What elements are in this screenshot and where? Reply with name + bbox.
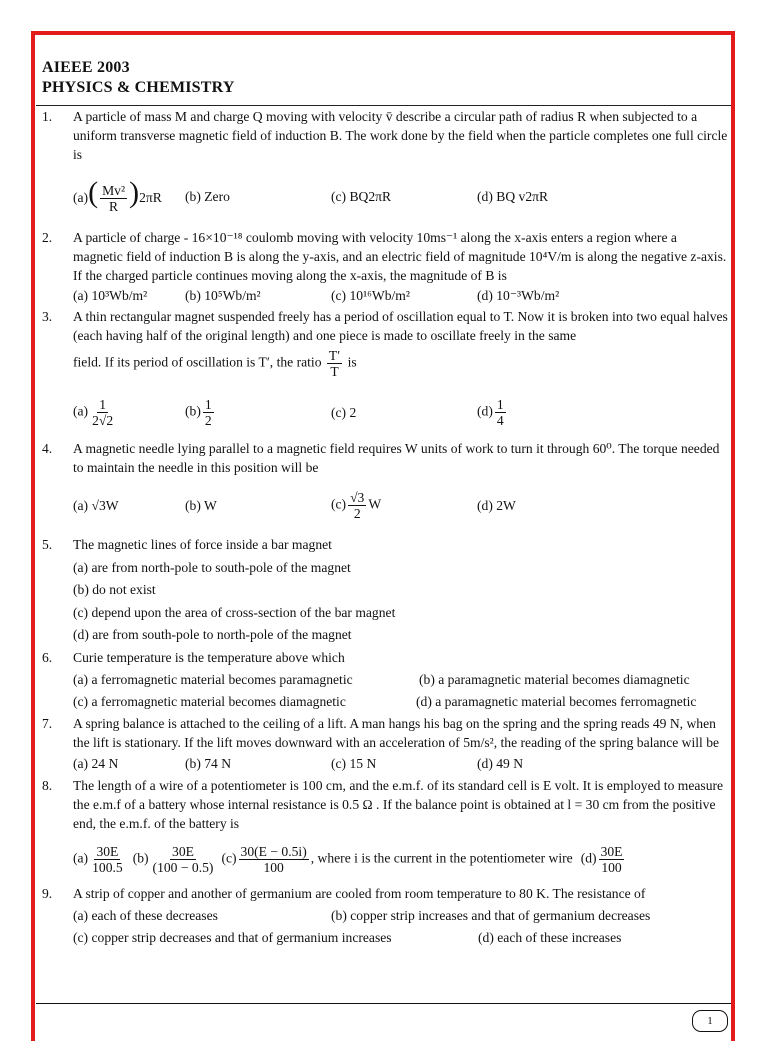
question-3 (42, 307, 730, 431)
option-a: (a)( $\frac{\text{Mv²}}{R}$ )2πR (73, 175, 162, 215)
question-number: 2. (42, 230, 53, 245)
option-c: (c) depend upon the area of cross-section of the bar magnet (73, 604, 396, 620)
question-text: A thin rectangular magnet suspended freely has a period of oscillation equal to T. Now it is broken into two equal halves (each having half of the original length) and one piece is made to oscillate freely in the same (73, 309, 728, 343)
option-c: (c) BQ2πR (331, 188, 392, 204)
question-text: A magnetic needle lying parallel to a magnetic field requires W units of work to turn it through 60⁰. The torque needed to maintain the needle in this position will be (73, 441, 720, 475)
option-c: (c) 15 N (331, 755, 377, 771)
option-c: (c) a ferromagnetic material becomes diamagnetic (73, 693, 346, 709)
option-d: (d) a paramagnetic material becomes ferromagnetic (416, 693, 697, 709)
option-a: (a) are from north-pole to south-pole of the magnet (73, 559, 351, 575)
subject-title: PHYSICS & CHEMISTRY (42, 79, 235, 96)
options (73, 485, 730, 525)
question-1 (42, 107, 730, 218)
question-number: 9. (42, 885, 53, 901)
option-b: (b) 74 N (185, 755, 232, 771)
option-d: (d) 10⁻³Wb/m² (477, 288, 560, 303)
question-number: 3. (42, 309, 53, 324)
option-a: (a) each of these decreases (73, 907, 218, 923)
options-row-2 (73, 691, 730, 713)
options-row-2 (73, 927, 730, 949)
options (73, 754, 730, 773)
option-b: (b) W (185, 497, 217, 513)
option-a: (a) √3W (73, 497, 119, 513)
option-b: (b) $\frac{30E}{(100 - 0.5)}$ (132, 844, 214, 875)
option-d: (d) $\frac{30E}{100}$ (580, 844, 623, 875)
question-8 (42, 776, 730, 879)
options (73, 841, 730, 879)
options (73, 393, 730, 431)
option-b: (b) a paramagnetic material becomes diamagnetic (419, 671, 690, 687)
option-c: (c) $\frac{30(E - 0.5i)}{100}$ , where i is the current in the potentiometer wire (221, 844, 573, 875)
question-6 (42, 647, 730, 713)
question-text: A spring balance is attached to the ceiling of a lift. A man hangs his bag on the spring and the spring reads 49 N, when the lift is stationary. If the lift moves downward with an acceleration of 5m/s², the reading of the spring balance will be (73, 715, 720, 750)
question-number: 5. (42, 537, 53, 552)
question-sheet (42, 58, 730, 949)
question-text-cont: field. If its period of oscillation is T′, the ratio $\frac{T'}{T}$ is (73, 348, 357, 379)
option-b: (b) Zero (185, 188, 230, 204)
options-row-1 (73, 905, 730, 927)
option-d: (d) 2W (477, 497, 516, 513)
option-d: (d) 49 N (477, 755, 524, 771)
option-d: (d) each of these increases (478, 929, 622, 945)
question-2 (42, 228, 730, 305)
options (73, 286, 730, 305)
option-b: (b) do not exist (73, 582, 156, 597)
option-d: (d) are from south-pole to north-pole of the magnet (73, 627, 352, 642)
page-number: 1 (692, 1010, 728, 1032)
option-b: (b) copper strip increases and that of germanium decreases (331, 907, 651, 923)
option-c: (c) 2 (331, 404, 357, 420)
exam-title: AIEEE 2003 (42, 59, 130, 76)
question-5 (42, 534, 730, 647)
question-9 (42, 883, 730, 949)
question-number: 8. (42, 777, 53, 793)
question-text: A particle of mass M and charge Q moving with velocity v̄ describe a circular path of radius R when subjected to a uniform transverse magnetic field of induction B. The work done by the field when the particle completes one full circle is (73, 109, 728, 162)
option-a: (a) 10³Wb/m² (73, 288, 148, 303)
option-c: (c) $\frac{√3}{2}$ W (331, 489, 382, 521)
question-number: 6. (42, 649, 53, 665)
options-row-1 (73, 669, 730, 691)
option-a: (a) $\frac{30E}{100.5}$ (73, 844, 123, 875)
options (73, 174, 730, 218)
option-d: (d) $\frac{1}{4}$ (477, 396, 504, 428)
option-a: (a) a ferromagnetic material becomes paramagnetic (73, 671, 353, 687)
question-4 (42, 439, 730, 525)
question-text: The length of a wire of a potentiometer is 100 cm, and the e.m.f. of its standard cell is E volt. It is employed to measure the e.m.f of a battery whose internal resistance is 0.5 Ω . If the balance point is obtained at l = 30 cm from the positive end, the e.m.f. of the battery is (73, 777, 724, 831)
option-b: (b) $\frac{1}{2}$ (185, 396, 212, 428)
option-c: (c) 10¹⁶Wb/m² (331, 288, 410, 303)
option-a: (a) 24 N (73, 755, 119, 771)
footer-rule (36, 1003, 731, 1004)
question-number: 1. (42, 109, 53, 124)
question-number: 4. (42, 441, 53, 456)
question-text: A particle of charge - 16×10⁻¹⁸ coulomb moving with velocity 10ms⁻¹ along the x-axis enters a region where a magnetic field of induction B is along the y-axis, and an electric field of magnitude 10⁴V/m is along the negative z-axis. If the charged particle continues moving along the x-axis, the magnitude of B is (73, 230, 727, 283)
question-7 (42, 714, 730, 773)
question-number: 7. (42, 715, 53, 731)
option-a: (a) $\frac{1}{2√2}$ (73, 396, 114, 428)
option-c: (c) copper strip decreases and that of germanium increases (73, 929, 392, 945)
option-b: (b) 10⁵Wb/m² (185, 288, 261, 303)
option-d: (d) BQ v2πR (477, 188, 549, 204)
question-text: The magnetic lines of force inside a bar magnet (73, 537, 332, 552)
question-text: Curie temperature is the temperature above which (73, 649, 345, 665)
question-text: A strip of copper and another of germanium are cooled from room temperature to 80 K. The resistance of (73, 885, 646, 901)
